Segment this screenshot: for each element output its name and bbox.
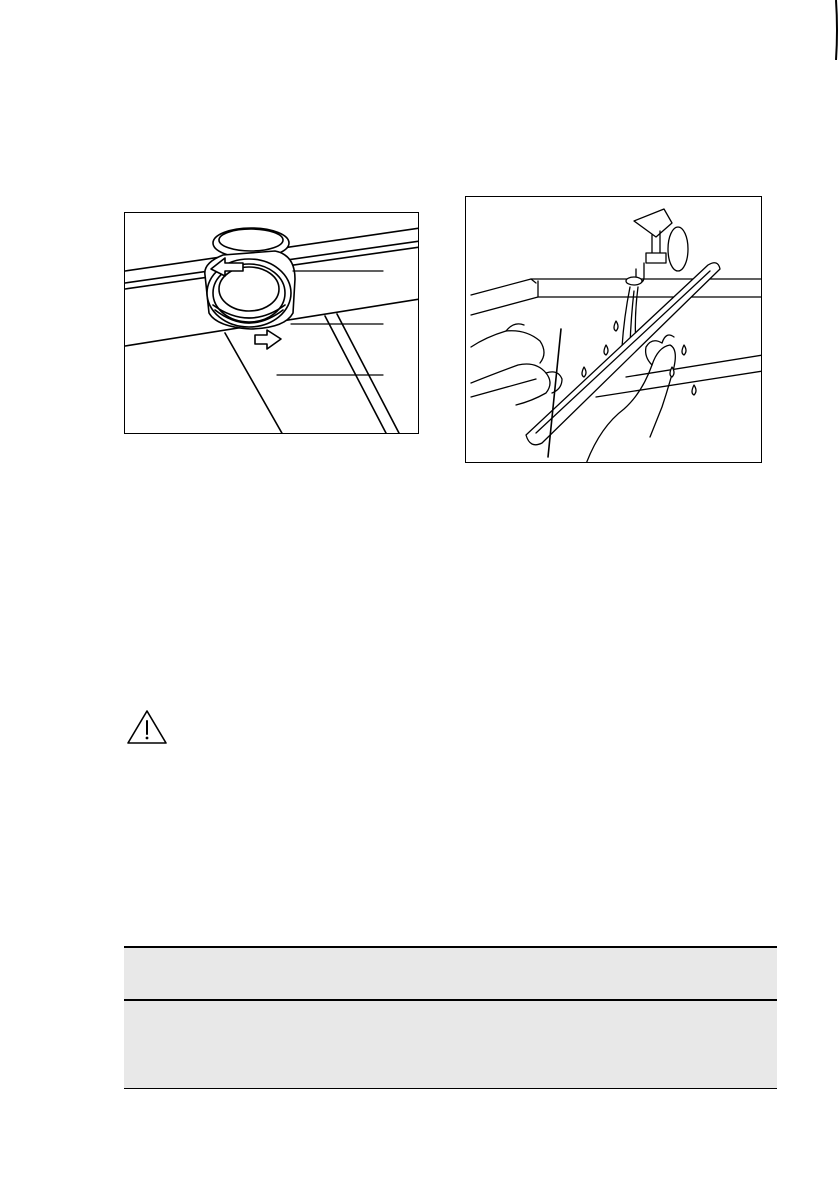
figure-rinse-spray-arm bbox=[465, 196, 762, 463]
warning-triangle-icon bbox=[126, 709, 168, 745]
table-header-row bbox=[124, 946, 777, 1001]
page-edge-mark bbox=[835, 0, 839, 60]
figure-spray-arm-nut bbox=[124, 212, 419, 434]
rinse-spray-arm-illustration bbox=[466, 197, 762, 463]
fault-table bbox=[124, 946, 777, 1089]
table-row bbox=[124, 1001, 777, 1089]
spray-arm-nut-illustration bbox=[125, 213, 419, 434]
